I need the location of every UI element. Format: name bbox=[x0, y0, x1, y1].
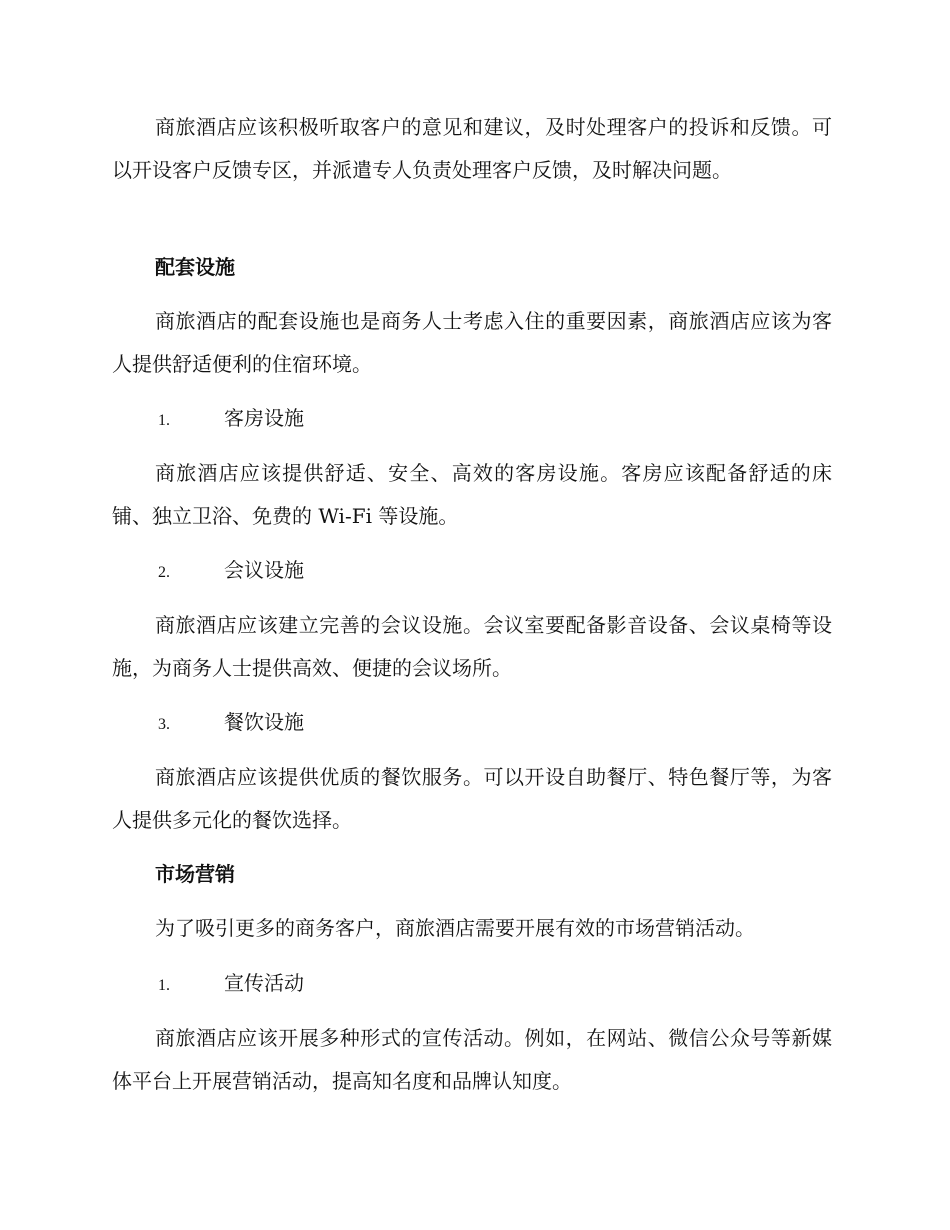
list-item-dining-facilities bbox=[112, 707, 878, 740]
list-label: 会议设施 bbox=[224, 558, 304, 582]
paragraph-facilities-intro: 商旅酒店的配套设施也是商务人士考虑入住的重要因素，商旅酒店应该为客人提供舒适便利的住宿环境。 bbox=[112, 309, 832, 376]
list-label: 餐饮设施 bbox=[224, 710, 304, 734]
list-item-room-facilities bbox=[112, 403, 878, 436]
paragraph-meeting-facilities: 商旅酒店应该建立完善的会议设施。会议室要配备影音设备、会议桌椅等设施，为商务人士提供高效、便捷的会议场所。 bbox=[112, 613, 832, 680]
list-label: 客房设施 bbox=[224, 406, 304, 430]
list-number: 2. bbox=[158, 564, 170, 581]
list-number: 1. bbox=[158, 977, 170, 994]
list-label: 宣传活动 bbox=[224, 971, 304, 995]
list-number: 3. bbox=[158, 716, 170, 733]
paragraph-room-facilities: 商旅酒店应该提供舒适、安全、高效的客房设施。客房应该配备舒适的床铺、独立卫浴、免费的 Wi-Fi 等设施。 bbox=[112, 461, 832, 528]
paragraph-promotion: 商旅酒店应该开展多种形式的宣传活动。例如，在网站、微信公众号等新媒体平台上开展营销活动，提高知名度和品牌认知度。 bbox=[112, 1026, 832, 1093]
paragraph-marketing-intro: 为了吸引更多的商务客户，商旅酒店需要开展有效的市场营销活动。 bbox=[155, 916, 755, 940]
paragraph-dining-facilities: 商旅酒店应该提供优质的餐饮服务。可以开设自助餐厅、特色餐厅等，为客人提供多元化的餐饮选择。 bbox=[112, 765, 832, 832]
list-item-meeting-facilities bbox=[112, 555, 878, 588]
heading-marketing: 市场营销 bbox=[155, 862, 235, 886]
paragraph-feedback: 商旅酒店应该积极听取客户的意见和建议，及时处理客户的投诉和反馈。可以开设客户反馈专区，并派遣专人负责处理客户反馈，及时解决问题。 bbox=[112, 115, 832, 182]
heading-facilities: 配套设施 bbox=[155, 255, 235, 279]
list-number: 1. bbox=[158, 412, 170, 429]
list-item-promotion bbox=[112, 968, 878, 1001]
